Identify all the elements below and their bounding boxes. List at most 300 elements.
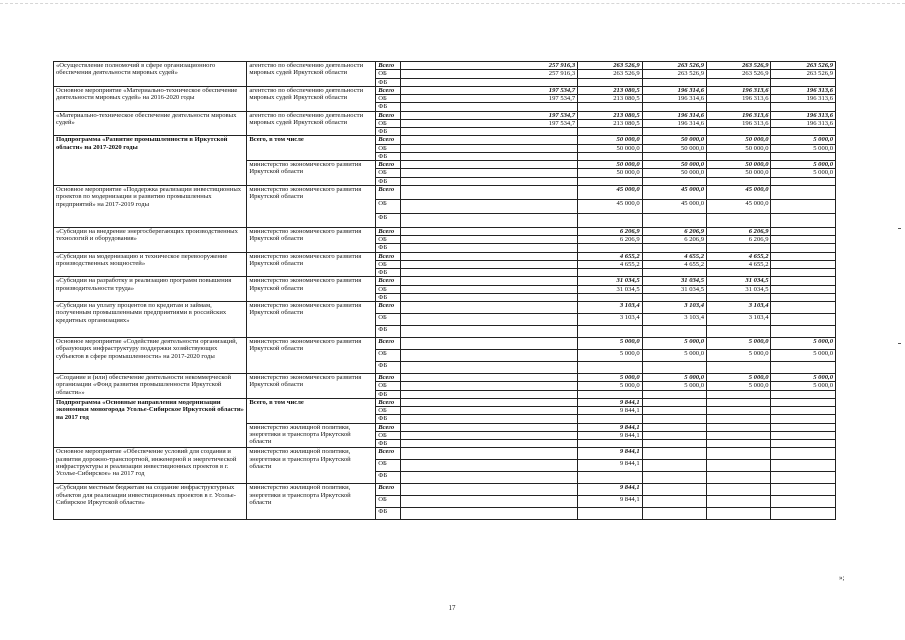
amount-cell <box>400 285 577 293</box>
funding-source-cell: ФБ <box>376 508 401 520</box>
scan-margin-tick <box>898 343 901 344</box>
amount-cell: 196 314,6 <box>642 111 706 119</box>
amount-cell: 9 844,1 <box>578 398 642 406</box>
amount-cell <box>771 508 836 520</box>
amount-cell: 257 916,3 <box>400 70 577 78</box>
amount-cell <box>642 244 706 252</box>
funding-source-cell: ФБ <box>376 390 401 398</box>
amount-cell <box>400 136 577 144</box>
amount-cell: 31 034,5 <box>642 277 706 285</box>
amount-cell: 5 000,0 <box>578 382 642 390</box>
responsible-executor-cell: Всего, в том числе <box>247 136 376 161</box>
funding-source-cell: ФБ <box>376 103 401 111</box>
amount-cell <box>707 415 771 423</box>
amount-cell <box>400 362 577 374</box>
amount-cell: 5 000,0 <box>707 374 771 382</box>
amount-cell: 4 655,2 <box>578 252 642 260</box>
amount-cell: 213 080,5 <box>578 86 642 94</box>
amount-cell <box>771 227 836 235</box>
funding-source-cell: ФБ <box>376 440 401 448</box>
amount-cell <box>642 152 706 160</box>
amount-cell <box>400 128 577 136</box>
amount-cell <box>771 431 836 439</box>
amount-cell: 263 526,9 <box>578 62 642 70</box>
amount-cell <box>400 161 577 169</box>
amount-cell <box>771 398 836 406</box>
amount-cell <box>578 152 642 160</box>
amount-cell <box>400 185 577 199</box>
amount-cell: 50 000,0 <box>707 144 771 152</box>
amount-cell <box>771 199 836 213</box>
responsible-executor-cell: министерство экономического развития Иркутской области <box>247 227 376 252</box>
amount-cell: 5 000,0 <box>771 374 836 382</box>
amount-cell <box>642 177 706 185</box>
amount-cell: 5 000,0 <box>707 338 771 350</box>
funding-source-cell: ФБ <box>376 293 401 301</box>
amount-cell: 9 844,1 <box>578 431 642 439</box>
amount-cell <box>771 314 836 326</box>
funding-source-cell: Всего <box>376 62 401 70</box>
amount-cell <box>771 496 836 508</box>
amount-cell <box>400 484 577 496</box>
amount-cell <box>642 423 706 431</box>
amount-cell <box>771 326 836 338</box>
table-row <box>54 338 836 350</box>
amount-cell <box>400 302 577 314</box>
amount-cell: 9 844,1 <box>578 460 642 472</box>
funding-source-cell: ОБ <box>376 407 401 415</box>
funding-source-cell: ОБ <box>376 119 401 127</box>
amount-cell <box>707 213 771 227</box>
amount-cell <box>707 472 771 484</box>
amount-cell <box>400 390 577 398</box>
amount-cell: 45 000,0 <box>578 199 642 213</box>
amount-cell: 4 655,2 <box>707 260 771 268</box>
table-row <box>54 277 836 285</box>
amount-cell <box>642 415 706 423</box>
amount-cell <box>771 472 836 484</box>
amount-cell <box>578 362 642 374</box>
measure-name-cell: «Субсидии на внедрение энергосберегающих производственных технологий и оборудования» <box>54 227 247 252</box>
amount-cell <box>400 472 577 484</box>
amount-cell: 5 000,0 <box>642 382 706 390</box>
amount-cell: 197 534,7 <box>400 119 577 127</box>
amount-cell <box>642 78 706 86</box>
amount-cell: 50 000,0 <box>578 144 642 152</box>
amount-cell: 3 103,4 <box>642 314 706 326</box>
measure-name-cell: «Материально-техническое обеспечение деятельности мировых судей» <box>54 111 247 136</box>
amount-cell: 9 844,1 <box>578 484 642 496</box>
responsible-executor-cell: министерство жилищной политики, энергетики и транспорта Иркутской области <box>247 448 376 484</box>
amount-cell: 263 526,9 <box>771 70 836 78</box>
amount-cell <box>642 398 706 406</box>
amount-cell <box>400 177 577 185</box>
amount-cell: 5 000,0 <box>642 338 706 350</box>
amount-cell: 50 000,0 <box>642 144 706 152</box>
responsible-executor-cell: министерство жилищной политики, энергетики и транспорта Иркутской области <box>247 484 376 520</box>
funding-source-cell: ФБ <box>376 213 401 227</box>
amount-cell: 5 000,0 <box>642 374 706 382</box>
amount-cell: 196 314,6 <box>642 86 706 94</box>
table-row <box>54 227 836 235</box>
amount-cell: 31 034,5 <box>707 277 771 285</box>
measure-name-cell: Основное мероприятие «Поддержка реализации инвестиционных проектов по модернизации и развитию промышленных предприятий» на 2017-2019 годы <box>54 185 247 227</box>
responsible-executor-cell: министерство экономического развития Иркутской области <box>247 374 376 399</box>
amount-cell <box>400 496 577 508</box>
amount-cell <box>707 423 771 431</box>
amount-cell <box>642 103 706 111</box>
amount-cell <box>578 326 642 338</box>
funding-source-cell: Всего <box>376 374 401 382</box>
amount-cell <box>771 277 836 285</box>
funding-source-cell: Всего <box>376 185 401 199</box>
funding-source-cell: ФБ <box>376 244 401 252</box>
amount-cell: 196 313,6 <box>771 119 836 127</box>
funding-source-cell: Всего <box>376 423 401 431</box>
amount-cell: 197 534,7 <box>400 86 577 94</box>
amount-cell <box>578 472 642 484</box>
amount-cell <box>400 440 577 448</box>
amount-cell <box>771 484 836 496</box>
amount-cell <box>400 269 577 277</box>
amount-cell: 45 000,0 <box>642 185 706 199</box>
funding-source-cell: ФБ <box>376 128 401 136</box>
amount-cell <box>771 269 836 277</box>
amount-cell: 196 313,6 <box>707 111 771 119</box>
amount-cell <box>771 460 836 472</box>
funding-source-cell: ОБ <box>376 431 401 439</box>
amount-cell <box>400 144 577 152</box>
amount-cell <box>400 227 577 235</box>
amount-cell <box>771 448 836 460</box>
amount-cell: 4 655,2 <box>642 252 706 260</box>
amount-cell <box>400 260 577 268</box>
funding-source-cell: Всего <box>376 448 401 460</box>
amount-cell: 5 000,0 <box>771 169 836 177</box>
amount-cell <box>642 472 706 484</box>
amount-cell <box>400 252 577 260</box>
amount-cell <box>642 390 706 398</box>
amount-cell: 196 313,6 <box>707 95 771 103</box>
table-row <box>54 185 836 199</box>
amount-cell <box>400 508 577 520</box>
amount-cell <box>642 128 706 136</box>
amount-cell: 196 313,6 <box>771 111 836 119</box>
amount-cell <box>707 460 771 472</box>
amount-cell <box>400 236 577 244</box>
amount-cell: 50 000,0 <box>642 161 706 169</box>
amount-cell: 50 000,0 <box>707 136 771 144</box>
amount-cell: 45 000,0 <box>578 185 642 199</box>
amount-cell <box>400 78 577 86</box>
amount-cell <box>707 390 771 398</box>
funding-source-cell: ФБ <box>376 152 401 160</box>
amount-cell: 9 844,1 <box>578 496 642 508</box>
amount-cell: 3 103,4 <box>707 314 771 326</box>
amount-cell: 6 206,9 <box>578 227 642 235</box>
amount-cell <box>707 103 771 111</box>
amount-cell <box>642 484 706 496</box>
funding-source-cell: ОБ <box>376 350 401 362</box>
amount-cell <box>400 398 577 406</box>
table-row <box>54 136 836 144</box>
amount-cell <box>578 128 642 136</box>
amount-cell <box>578 390 642 398</box>
amount-cell <box>771 407 836 415</box>
amount-cell: 5 000,0 <box>578 338 642 350</box>
amount-cell: 3 103,4 <box>642 302 706 314</box>
amount-cell <box>400 431 577 439</box>
amount-cell <box>578 244 642 252</box>
responsible-executor-cell: министерство экономического развития Иркутской области <box>247 161 376 186</box>
amount-cell <box>771 260 836 268</box>
amount-cell: 263 526,9 <box>578 70 642 78</box>
amount-cell: 6 206,9 <box>578 236 642 244</box>
funding-source-cell: ОБ <box>376 260 401 268</box>
funding-source-cell: Всего <box>376 86 401 94</box>
amount-cell <box>707 362 771 374</box>
funding-source-cell: Всего <box>376 161 401 169</box>
amount-cell <box>400 382 577 390</box>
measure-name-cell: Подпрограмма «Основные направления модернизации экономики моногорода Усолье-Сибирское Иркутской области» на 2017 год <box>54 398 247 448</box>
amount-cell <box>642 407 706 415</box>
amount-cell <box>642 508 706 520</box>
amount-cell <box>642 362 706 374</box>
funding-source-cell: ОБ <box>376 314 401 326</box>
amount-cell <box>642 496 706 508</box>
amount-cell: 4 655,2 <box>578 260 642 268</box>
amount-cell <box>400 293 577 301</box>
funding-source-cell: Всего <box>376 338 401 350</box>
amount-cell <box>642 440 706 448</box>
scan-margin-tick <box>898 228 901 229</box>
amount-cell <box>771 185 836 199</box>
amount-cell: 213 080,5 <box>578 111 642 119</box>
amount-cell: 31 034,5 <box>642 285 706 293</box>
amount-cell: 197 534,7 <box>400 111 577 119</box>
amount-cell <box>400 415 577 423</box>
amount-cell: 5 000,0 <box>771 382 836 390</box>
amount-cell <box>771 293 836 301</box>
amount-cell: 6 206,9 <box>707 227 771 235</box>
responsible-executor-cell: министерство экономического развития Иркутской области <box>247 338 376 374</box>
amount-cell <box>400 338 577 350</box>
funding-source-cell: ОБ <box>376 144 401 152</box>
funding-source-cell: ФБ <box>376 78 401 86</box>
amount-cell <box>707 508 771 520</box>
amount-cell <box>707 484 771 496</box>
amount-cell: 213 080,5 <box>578 119 642 127</box>
amount-cell: 50 000,0 <box>578 161 642 169</box>
amount-cell: 5 000,0 <box>771 136 836 144</box>
amount-cell <box>707 407 771 415</box>
amount-cell <box>642 293 706 301</box>
amount-cell: 257 916,3 <box>400 62 577 70</box>
measure-name-cell: Основное мероприятие «Материально-техническое обеспечение деятельности мировых судей» на 2016-2020 годы <box>54 86 247 111</box>
amount-cell: 5 000,0 <box>771 144 836 152</box>
responsible-executor-cell: министерство жилищной политики, энергетики и транспорта Иркутской области <box>247 423 376 448</box>
amount-cell <box>400 460 577 472</box>
amount-cell: 50 000,0 <box>578 169 642 177</box>
amount-cell <box>578 440 642 448</box>
amount-cell <box>400 199 577 213</box>
amount-cell <box>771 390 836 398</box>
amount-cell <box>707 244 771 252</box>
amount-cell: 5 000,0 <box>707 350 771 362</box>
amount-cell: 31 034,5 <box>578 285 642 293</box>
amount-cell: 3 103,4 <box>578 314 642 326</box>
amount-cell: 263 526,9 <box>642 62 706 70</box>
amount-cell <box>771 362 836 374</box>
funding-source-cell: ФБ <box>376 177 401 185</box>
amount-cell <box>400 374 577 382</box>
funding-source-cell: Всего <box>376 398 401 406</box>
table-row <box>54 398 836 406</box>
amount-cell <box>400 423 577 431</box>
funding-source-cell: ОБ <box>376 460 401 472</box>
amount-cell: 50 000,0 <box>642 136 706 144</box>
amount-cell: 196 313,6 <box>771 95 836 103</box>
amount-cell <box>771 285 836 293</box>
amount-cell: 31 034,5 <box>578 277 642 285</box>
amount-cell <box>400 314 577 326</box>
amount-cell: 9 844,1 <box>578 448 642 460</box>
funding-source-cell: Всего <box>376 136 401 144</box>
amount-cell <box>771 213 836 227</box>
measure-name-cell: Основное мероприятие «Содействие деятельности организаций, образующих инфраструктуру поддержки хозяйствующих субъектов в сфере промышленности» на 2017-2020 годы <box>54 338 247 374</box>
funding-source-cell: ОБ <box>376 95 401 103</box>
amount-cell <box>400 448 577 460</box>
amount-cell <box>400 152 577 160</box>
amount-cell: 6 206,9 <box>707 236 771 244</box>
funding-source-cell: Всего <box>376 277 401 285</box>
budget-table <box>53 61 836 520</box>
amount-cell: 196 313,6 <box>707 119 771 127</box>
responsible-executor-cell: агентство по обеспечению деятельности мировых судей Иркутской области <box>247 62 376 87</box>
amount-cell: 196 314,6 <box>642 119 706 127</box>
measure-name-cell: «Субсидии на разработку и реализацию программ повышения производительности труда» <box>54 277 247 302</box>
amount-cell <box>707 448 771 460</box>
amount-cell: 3 103,4 <box>707 302 771 314</box>
amount-cell: 50 000,0 <box>707 161 771 169</box>
amount-cell <box>642 460 706 472</box>
funding-source-cell: ОБ <box>376 382 401 390</box>
amount-cell <box>771 78 836 86</box>
amount-cell <box>578 78 642 86</box>
funding-source-cell: Всего <box>376 111 401 119</box>
amount-cell <box>771 152 836 160</box>
amount-cell <box>578 177 642 185</box>
amount-cell <box>707 431 771 439</box>
amount-cell: 45 000,0 <box>707 185 771 199</box>
measure-name-cell: «Осуществление полномочий в сфере организационного обеспечения деятельности мировых судей» <box>54 62 247 87</box>
table-row <box>54 484 836 496</box>
funding-source-cell: ОБ <box>376 70 401 78</box>
funding-source-cell: Всего <box>376 484 401 496</box>
amount-cell <box>400 169 577 177</box>
amount-cell: 4 655,2 <box>642 260 706 268</box>
amount-cell <box>400 244 577 252</box>
amount-cell <box>771 103 836 111</box>
amount-cell <box>578 508 642 520</box>
responsible-executor-cell: агентство по обеспечению деятельности мировых судей Иркутской области <box>247 111 376 136</box>
amount-cell <box>707 326 771 338</box>
amount-cell: 45 000,0 <box>642 199 706 213</box>
amount-cell <box>642 326 706 338</box>
amount-cell <box>707 398 771 406</box>
amount-cell: 9 844,1 <box>578 423 642 431</box>
amount-cell <box>400 326 577 338</box>
responsible-executor-cell: министерство экономического развития Иркутской области <box>247 277 376 302</box>
amount-cell <box>771 415 836 423</box>
amount-cell <box>642 213 706 227</box>
responsible-executor-cell: Всего, в том числе <box>247 398 376 423</box>
responsible-executor-cell: министерство экономического развития Иркутской области <box>247 302 376 338</box>
amount-cell: 197 534,7 <box>400 95 577 103</box>
responsible-executor-cell: агентство по обеспечению деятельности мировых судей Иркутской области <box>247 86 376 111</box>
amount-cell: 5 000,0 <box>578 350 642 362</box>
amount-cell <box>771 440 836 448</box>
funding-source-cell: ФБ <box>376 415 401 423</box>
amount-cell: 45 000,0 <box>707 199 771 213</box>
funding-source-cell: Всего <box>376 227 401 235</box>
amount-cell: 6 206,9 <box>642 236 706 244</box>
table-row <box>54 62 836 70</box>
amount-cell: 213 080,5 <box>578 95 642 103</box>
amount-cell <box>400 277 577 285</box>
amount-cell <box>707 293 771 301</box>
table-row <box>54 252 836 260</box>
amount-cell: 263 526,9 <box>642 70 706 78</box>
table-row <box>54 448 836 460</box>
amount-cell: 5 000,0 <box>771 161 836 169</box>
funding-source-cell: Всего <box>376 252 401 260</box>
scan-top-border <box>0 3 905 4</box>
amount-cell <box>707 152 771 160</box>
amount-cell <box>707 128 771 136</box>
amount-cell <box>400 407 577 415</box>
measure-name-cell: «Субсидии на уплату процентов по кредитам и займам, полученным промышленными предприятиями в российских кредитных организациях» <box>54 302 247 338</box>
funding-source-cell: Всего <box>376 302 401 314</box>
amount-cell <box>642 269 706 277</box>
funding-source-cell: ОБ <box>376 496 401 508</box>
funding-source-cell: ОБ <box>376 236 401 244</box>
amount-cell: 50 000,0 <box>707 169 771 177</box>
amount-cell: 5 000,0 <box>642 350 706 362</box>
amount-cell: 263 526,9 <box>707 70 771 78</box>
amount-cell: 263 526,9 <box>771 62 836 70</box>
amount-cell: 5 000,0 <box>771 338 836 350</box>
amount-cell: 4 655,2 <box>707 252 771 260</box>
table-row <box>54 111 836 119</box>
amount-cell <box>707 177 771 185</box>
funding-source-cell: ФБ <box>376 326 401 338</box>
amount-cell <box>771 423 836 431</box>
amount-cell: 50 000,0 <box>642 169 706 177</box>
measure-name-cell: Подпрограмма «Развитие промышленности в Иркутской области» на 2017-2020 годы <box>54 136 247 186</box>
amount-cell: 196 313,6 <box>771 86 836 94</box>
amount-cell <box>707 78 771 86</box>
amount-cell <box>771 244 836 252</box>
amount-cell <box>578 269 642 277</box>
measure-name-cell: Основное мероприятие «Обеспечение условий для создания и развития дорожно-транспортной, инженерной и энергетической инфраструктуры и реализации инвестиционных проектов в г. Усолье-Сибирское» на 2017 год <box>54 448 247 484</box>
amount-cell: 50 000,0 <box>578 136 642 144</box>
amount-cell <box>642 431 706 439</box>
funding-source-cell: ФБ <box>376 472 401 484</box>
measure-name-cell: «Субсидии на модернизацию и техническое перевооружение производственных мощностей» <box>54 252 247 277</box>
amount-cell <box>578 213 642 227</box>
responsible-executor-cell: министерство экономического развития Иркутской области <box>247 252 376 277</box>
